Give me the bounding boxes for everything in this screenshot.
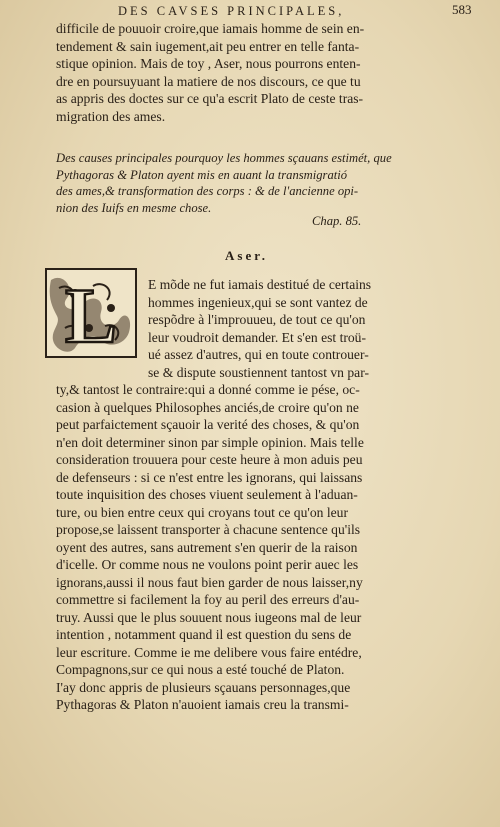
text-line: casion à quelques Philosophes anciés,de croire qu'on ne (56, 399, 359, 415)
text-line: ignorans,aussi il nous faut bien garder de nous laisser,ny (56, 574, 363, 590)
text-line: migration des ames. (56, 108, 166, 124)
body-text (56, 381, 434, 714)
text-line: leur voudroit demander. Et s'en est troü- (148, 329, 367, 345)
text-line: propose,se laissent transporter à chacune sentence qu'ils (56, 522, 361, 537)
text-line: n'en doit determiner sinon par simple opinion. Mais telle (56, 434, 364, 450)
chapter-heading (56, 150, 434, 216)
text-line: E mõde ne fut iamais destitué de certains (148, 277, 372, 292)
text-line: respõdre à l'improuueu, de tout ce qu'on (148, 312, 366, 327)
running-head: DES CAVSES PRINCIPALES, (118, 4, 345, 18)
chapter-number: Chap. 85. (312, 214, 362, 228)
opening-paragraph (56, 20, 434, 125)
page-number: 583 (452, 2, 472, 17)
text-line: toute inquisition des choses viuent seulement à l'aduan- (56, 487, 358, 502)
text-line: consideration trouuera pour ceste heure à mon aduis peu (56, 452, 363, 467)
text-line: peut parfaictement sçauoir la verité des choses, & qu'on (56, 417, 360, 432)
text-line: Compagnons,sur ce qui nous a esté touché de Platon. (56, 662, 345, 677)
text-line: stique opinion. Mais de toy , Aser, nous pourrons enten- (56, 56, 361, 71)
text-line: commettre si facilement la foy au peril des erreurs d'au- (56, 592, 360, 607)
initial-letter: L (64, 272, 118, 358)
text-line: intention , notamment quand il est question du sens de (56, 627, 352, 642)
text-line: as appris des doctes sur ce qu'a escrit Plato de ceste tras- (56, 91, 364, 106)
first-paragraph-indented (56, 276, 434, 381)
text-line: I'ay donc appris de plusieurs sçauans personnages,que (56, 679, 351, 695)
text-line: ué assez d'autres, qui en toute controuer- (148, 347, 369, 362)
text-line: leur escriture. Comme ie me delibere vous faire entédre, (56, 644, 362, 660)
text-line: se & dispute soustiennent tantost vn par- (148, 364, 369, 380)
text-line: de defenseurs : si ce n'est entre les ignorans, qui laissans (56, 469, 363, 485)
text-line: Pythagoras & Platon n'auoient iamais creu la transmi- (56, 697, 349, 712)
text-line: ty,& tantost le contraire:qui a donné comme ie pése, oc- (56, 382, 360, 397)
heading-line: nion des Iuifs en mesme chose. (56, 200, 212, 215)
text-line: d'icelle. Or comme nous ne voulons point perir auec les (56, 557, 359, 572)
text-line: dre en poursuyuant la matiere de nos discours, ce que tu (56, 73, 361, 89)
speaker-name: Aser. (225, 248, 269, 263)
text-line: difficile de pouuoir croire,que iamais homme de sein en- (56, 21, 365, 36)
text-line: oyent des autres, sans autrement s'en querir de la raison (56, 539, 358, 555)
heading-line: Pythagoras & Platon ayent mis en auant la transmigratió (56, 167, 348, 182)
text-line: truy. Aussi que le plus souuent nous iugeons mal de leur (56, 609, 362, 625)
text-line: hommes ingenieux,qui se sont vantez de (148, 294, 368, 310)
heading-line: Des causes principales pourquoy les hommes sçauans estimét, que (56, 151, 392, 165)
text-line: ture, ou bien entre ceux qui croyans tout ce qu'on leur (56, 504, 348, 520)
heading-line: des ames,& transformation des corps : & de l'ancienne opi- (56, 184, 359, 199)
text-line: tendement & sain iugement,ait peu entrer en telle fanta- (56, 38, 360, 54)
